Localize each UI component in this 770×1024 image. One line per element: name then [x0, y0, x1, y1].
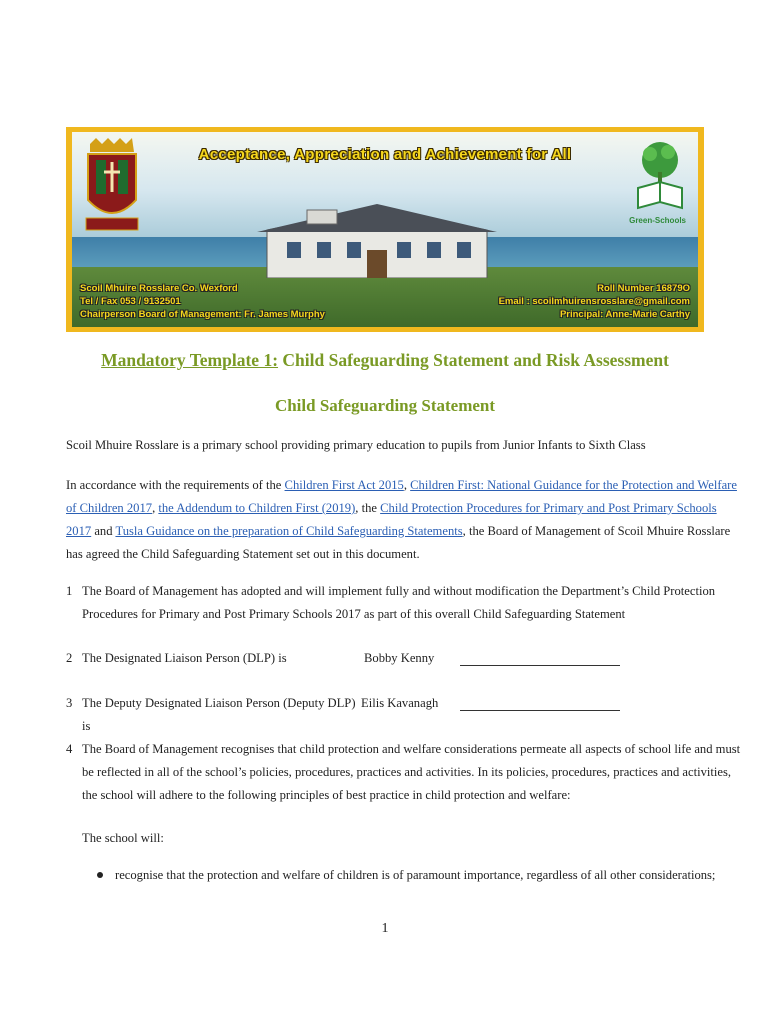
para-text: ,	[152, 501, 159, 515]
school-chairperson: Chairperson Board of Management: Fr. James Murphy	[80, 309, 325, 320]
title-prefix: Mandatory Template 1:	[101, 350, 279, 370]
para-text: In accordance with the requirements of the	[66, 478, 285, 492]
document-title	[0, 350, 770, 371]
item-number: 1	[66, 584, 73, 598]
item-1-text: The Board of Management has adopted and will implement fully and without modification the Department’s Child Protection Procedures for Primary and Post Primary Schools 2017 as part of this overall Child Safeguarding Statement	[82, 584, 716, 621]
school-banner	[66, 127, 704, 332]
document-subtitle: Child Safeguarding Statement	[274, 396, 496, 415]
dlp-name: Bobby Kenny	[364, 651, 435, 665]
roll-number: Roll Number 16879O	[597, 283, 690, 294]
item-number: 2	[66, 651, 73, 665]
link-national-guidance[interactable]: Children First: National Guidance for the Protection and Welfare of Children 2017	[66, 478, 737, 515]
item-number: 4	[66, 742, 73, 756]
banner-photo	[72, 132, 698, 327]
title-main: Child Safeguarding Statement and Risk Assessment	[278, 350, 669, 370]
deputy-dlp-name: Eilis Kavanagh	[361, 696, 439, 710]
bullet-1-text: recognise that the protection and welfare of children is of paramount importance, regardless of all other considerations;	[115, 868, 716, 882]
school-phone: Tel / Fax 053 / 9132501	[80, 296, 181, 307]
bullet-icon	[97, 872, 103, 878]
requirements-paragraph	[66, 474, 740, 566]
link-children-first-act[interactable]: Children First Act 2015	[284, 478, 404, 492]
item-number: 3	[66, 696, 73, 710]
page-number: 1	[381, 921, 389, 936]
school-will-label: The school will:	[82, 831, 164, 845]
item-4-text: The Board of Management recognises that child protection and welfare considerations permeate all aspects of school life and must be reflected in all of the school’s policies, procedures, practices and activities. In its policies, procedures, practices and activities, the school will adhere to the following principles of best practice in child protection and welfare:	[82, 742, 741, 802]
item-3-text: The Deputy Designated Liaison Person (Deputy DLP) is	[82, 696, 356, 733]
deputy-dlp-signature-line	[460, 696, 620, 711]
link-child-protection-procedures[interactable]: Child Protection Procedures for Primary and Post Primary Schools 2017	[66, 501, 717, 538]
para-text: ,	[403, 478, 411, 492]
para-text: , the Board of Management of Scoil Mhuire Rosslare has agreed the Child Safeguarding Statement set out in this document.	[66, 524, 731, 561]
school-building-illustration	[247, 190, 507, 278]
school-email: Email : scoilmhuirensrosslare@gmail.com	[498, 296, 690, 307]
para-text: and	[91, 524, 116, 538]
banner-motto: Acceptance, Appreciation and Achievement for All	[198, 146, 572, 163]
dlp-signature-line	[460, 651, 620, 666]
banner-contact-info	[499, 282, 690, 321]
para-text: , the	[355, 501, 381, 515]
item-2-text: The Designated Liaison Person (DLP) is	[82, 651, 287, 665]
link-addendum[interactable]: the Addendum to Children First (2019)	[158, 501, 356, 515]
link-tusla-guidance[interactable]: Tusla Guidance on the preparation of Child Safeguarding Statements	[115, 524, 463, 538]
school-address: Scoil Mhuire Rosslare Co. Wexford	[80, 283, 238, 294]
banner-school-info	[80, 282, 325, 321]
intro-paragraph: Scoil Mhuire Rosslare is a primary school providing primary education to pupils from Junior Infants to Sixth Class	[66, 438, 646, 452]
green-schools-label: Green-Schools	[629, 216, 686, 225]
school-principal: Principal: Anne-Marie Carthy	[559, 309, 690, 320]
